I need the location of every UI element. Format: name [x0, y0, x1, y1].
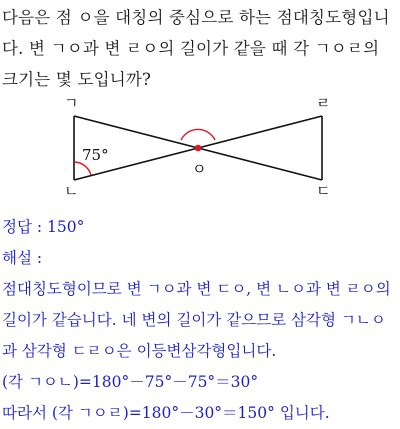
explanation-formula-2: 따라서 (각 ㄱㅇㄹ)=180°－30°＝150° 입니다. [2, 404, 330, 422]
question-text: 다음은 점 ㅇ을 대칭의 중심으로 하는 점대칭도형입니다. 변 ㄱㅇ과 변 ㄹㅇ의 길이가 같을 때 각 ㄱㅇㄹ의 크기는 몇 도입니까? [2, 8, 390, 89]
label-bottom-right: ㄷ [316, 182, 331, 200]
explanation-heading: 해설 : [2, 249, 43, 267]
explanation-paragraph: 점대칭도형이므로 변 ㄱㅇ과 변 ㄷㅇ, 변 ㄴㅇ과 변 ㄹㅇ의 길이가 같습니다. 네 변의 길이가 같으므로 삼각형 ㄱㄴㅇ과 삼각형 ㄷㄹㅇ은 이등변삼각형입니다. [2, 280, 391, 360]
label-center: ㅇ [192, 160, 207, 178]
center-point [195, 145, 202, 152]
label-bottom-left: ㄴ [64, 182, 79, 200]
answer-label: 정답 : 150° [2, 218, 85, 236]
answer-explanation [2, 212, 398, 429]
explanation-formula-1: (각 ㄱㅇㄴ)=180°－75°－75°＝30° [2, 373, 259, 391]
label-top-left: ㄱ [64, 94, 79, 112]
bowtie-figure [60, 94, 350, 200]
angle-label: 75° [82, 146, 109, 164]
label-top-right: ㄹ [316, 94, 331, 112]
angle-arc-center [181, 129, 215, 140]
figure-svg [60, 94, 350, 200]
